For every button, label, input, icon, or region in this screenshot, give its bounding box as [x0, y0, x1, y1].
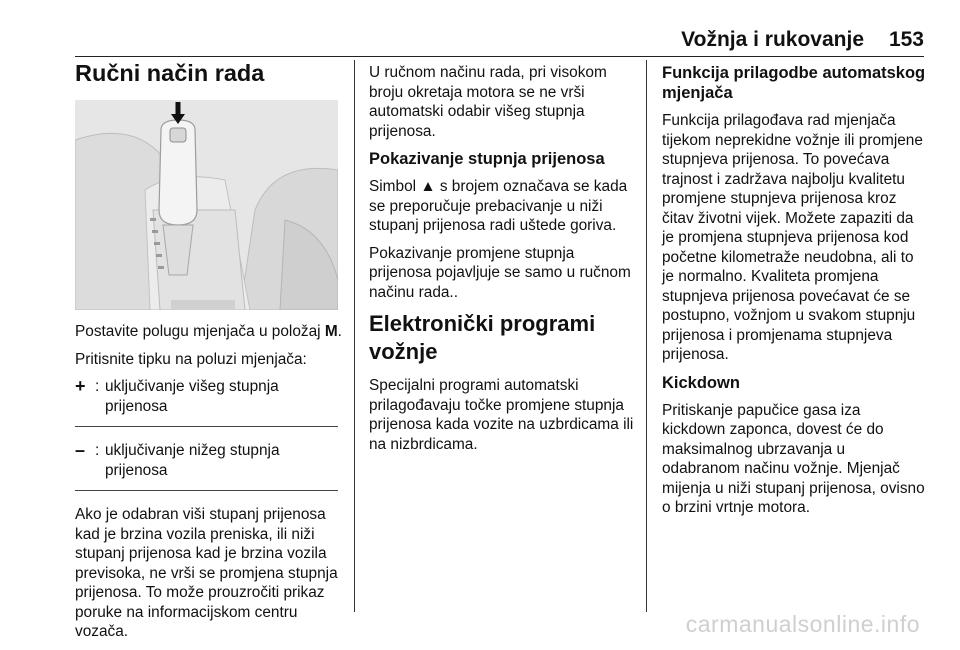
gear-lever-illustration-icon	[75, 100, 338, 310]
column-3	[662, 63, 927, 526]
paragraph-position-lever	[75, 322, 343, 342]
column-1	[75, 60, 343, 650]
paragraph-high-rpm: U ručnom načinu rada, pri visokom broju okretaja motora se ne vrši automatski odabir višeg stupnja prijenosa.	[369, 64, 607, 140]
heading-gear-indicator: Pokazivanje stupnja prijenosa	[369, 150, 605, 168]
heading-kickdown: Kickdown	[662, 373, 740, 392]
text-position-lever: Postavite polugu mjenjača u položaj	[75, 323, 325, 340]
page-number: 153	[888, 28, 924, 51]
definition-divider	[75, 490, 338, 491]
mode-letter-m: M	[324, 323, 338, 340]
paragraph-indicator-manual: Pokazivanje promjene stupnja prijenosa pojavljuje se samo u ručnom načinu rada..	[369, 244, 631, 301]
text-period: .	[337, 323, 342, 340]
definition-downshift	[75, 441, 343, 480]
paragraph-press-button: Pritisnite tipku na poluzi mjenjača:	[75, 350, 307, 368]
paragraph-gear-warning: Ako je odabran viši stupanj prijenosa kad je brzina vozila preniska, ili niži stupanj prijenosa kad je brzina vozila previsoka, ne vrši se promjena stupnja prijenosa. To može prouzročiti prikaz poruke na informacijskom centru vozača.	[75, 506, 338, 640]
header-title: Vožnja i rukovanje	[681, 28, 864, 51]
column-divider-1	[354, 60, 355, 612]
definition-downshift-text: uključivanje nižeg stupnja prijenosa	[105, 442, 280, 479]
definition-divider	[75, 426, 338, 427]
column-2	[369, 63, 635, 462]
heading-electronic-programs: Elektronički programi vožnje	[369, 311, 596, 364]
definition-upshift	[75, 377, 343, 416]
minus-icon: –	[75, 440, 86, 460]
definition-colon: :	[95, 378, 100, 395]
page-header	[75, 26, 924, 56]
section-heading-manual-mode: Ručni način rada	[75, 60, 265, 86]
paragraph-special-programs: Specijalni programi automatski prilagođavaju točke promjene stupnja prijenosa kada vozite na uzbrdicama ili na nizbrdicama.	[369, 377, 634, 453]
watermark: carmanualsonline.info	[685, 611, 920, 637]
paragraph-adaptation: Funkcija prilagođava rad mjenjača tijekom neprekidne vožnje ili promjene stupnjeva prijenosa. To povećava trajnost i zadržava najbolju kvalitetu promjene stupnjeva prijenosa kroz čitav životni vijek. Možete zapaziti da je promjena stupnjeva prijenosa kod početne kilometraže neudobna, ali to je normalno. Kvaliteta promjena stupnjeva prijenosa povećavat će se postupno, vožnjom u svakom stupnju prijenosa i promjenama stupnjeva prijenosa.	[662, 112, 923, 363]
paragraph-symbol: Simbol ▲ s brojem označava se kada se preporučuje prebacivanje u niži stupanj prijenosa radi uštede goriva.	[369, 178, 628, 234]
gear-lever-figure	[75, 100, 338, 310]
definition-upshift-text: uključivanje višeg stupnja prijenosa	[105, 378, 279, 415]
plus-icon: +	[75, 376, 86, 396]
heading-adaptation: Funkcija prilagodbe automatskog mjenjača	[662, 64, 926, 102]
header-rule	[75, 56, 924, 57]
definition-colon: :	[95, 442, 100, 459]
column-divider-2	[646, 60, 647, 612]
paragraph-kickdown: Pritiskanje papučice gasa iza kickdown zaponca, dovest će do maksimalnog ubrzavanja u odabranom načinu vožnje. Mjenjač mijenja u niži stupanj prijenosa, ovisno o brzini vrtnje motora.	[662, 401, 925, 516]
